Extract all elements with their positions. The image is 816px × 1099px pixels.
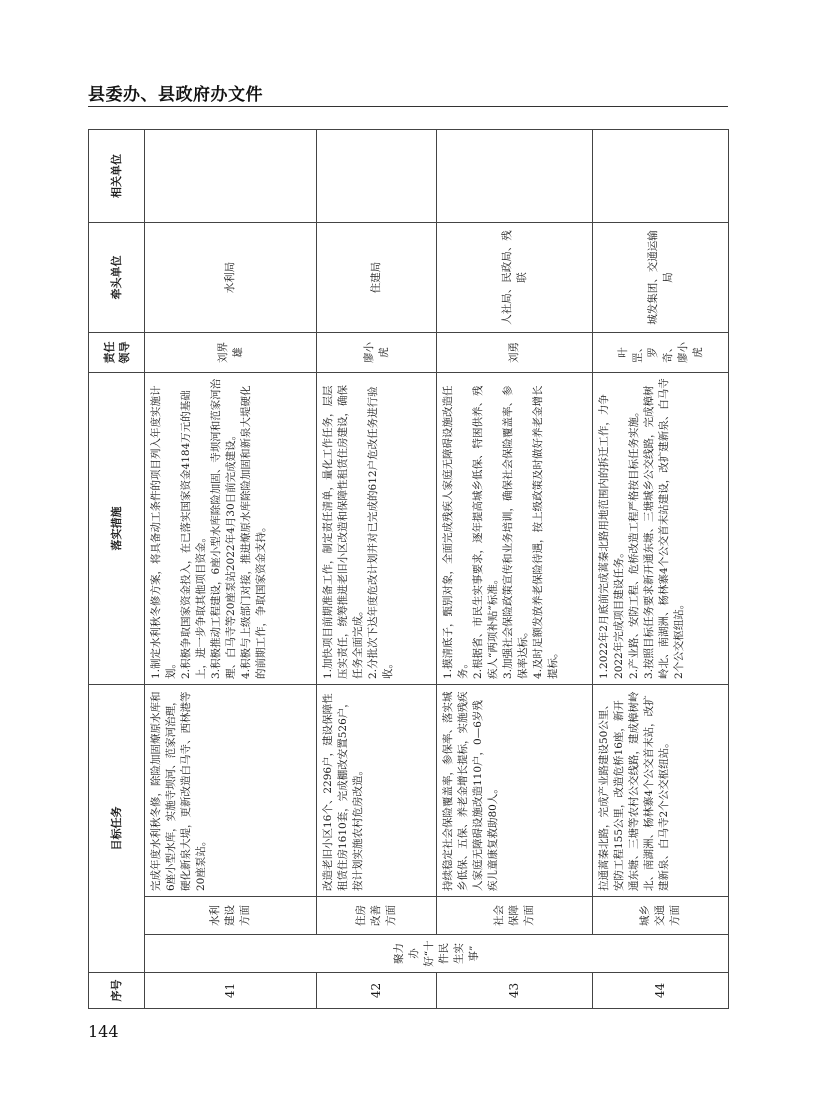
measure-item: 3.加强社会保险政策宣传和业务培训，确保社会保险覆盖率、参保率达标。: [502, 385, 529, 679]
row-leader: 刘勇: [437, 332, 593, 372]
row-subcategory: 城乡交通方面: [593, 897, 729, 935]
measure-item: 2.根据省、市民生实事要求，逐年提高城乡低保、特困供养、残疾人“两项补贴”标准。: [472, 385, 499, 679]
row-related: [593, 129, 729, 222]
header-measures: 落实措施: [89, 372, 145, 684]
row-lead-unit: 住建局: [317, 222, 437, 332]
measure-item: 3.按照目标任务要求新开通东塘、三塘城乡公交线路，完成樟树岭北、南湖洲、杨林寨4个公交首末站建设，改扩建新泉、白马寺2个公交枢纽站。: [643, 378, 685, 679]
row-measures: [593, 372, 729, 684]
row-target: 改造老旧小区16个、2296户，建设保障性租赁住房1610套，完成棚改安置526户，按计划实施农村危房改造。: [317, 684, 437, 896]
page-number: 144: [88, 1022, 119, 1041]
row-seq: 41: [145, 973, 317, 1009]
row-subcategory: 水利建设方面: [145, 897, 317, 935]
row-lead-unit: 城发集团、交通运输局: [593, 222, 729, 332]
row-lead-unit: 水利局: [145, 222, 317, 332]
header-divider: [88, 106, 728, 107]
table-header-row: [89, 129, 145, 1008]
row-measures: [437, 372, 593, 684]
measure-item: 1.加快项目前期准备工作，制定责任清单，量化工作任务，层层压实责任，统筹推进老旧小区改造和保障性租赁住房建设，确保任务全面完成。: [322, 384, 364, 679]
measure-item: 2.产业路、安防工程、危桥改造工程严格按目标任务实施。: [628, 406, 640, 679]
row-subcategory: 社会保障方面: [437, 897, 593, 935]
header-target: 目标任务: [89, 684, 145, 972]
row-target: 完成年度水利秋冬修，除险加固燎原水库和6座小型水库，实施寺坝河、范家河治理，硬化新泉大堤，更新改造白马寺、西林港等20座泵站。: [145, 684, 317, 896]
table-row: [145, 129, 317, 1008]
measure-item: 1.摸清底子，甄别对象，全面完成残疾人家庭无障碍设施改造任务。: [442, 385, 469, 679]
measure-item: 4.及时足额发放养老保险待遇，按上级政策及时做好养老金增长提标。: [532, 385, 559, 679]
row-related: [317, 129, 437, 222]
row-lead-unit: 人社局、民政局、残联: [437, 222, 593, 332]
table-row: [437, 129, 593, 1008]
header-related: 相关单位: [89, 129, 145, 222]
header-seq: 序号: [89, 973, 145, 1009]
task-table: [88, 129, 729, 1009]
row-measures: [145, 372, 317, 684]
header-leader: 责任领导: [89, 332, 145, 372]
row-seq: 42: [317, 973, 437, 1009]
row-seq: 43: [437, 973, 593, 1009]
document-header: 县委办、县政府办文件: [88, 85, 263, 105]
row-leader: 廖小虎: [317, 332, 437, 372]
measure-item: 2.积极争取国家资金投入，在已落实国家资金4184万元的基础上，进一步争取其他项目资金。: [180, 390, 207, 679]
row-related: [145, 129, 317, 222]
row-seq: 44: [593, 973, 729, 1009]
measure-item: 4.积极与上级部门对接，推进燎原水库除险加固和新泉大堤硬化的前期工作，争取国家资金支持。: [240, 385, 267, 679]
row-target: 持续稳定社会保险覆盖率，参保率、落实城乡低保、五保、养老金增长提标，实施残疾人家庭无障碍设施改造110户，0—6岁残疾儿童康复救助80人。: [437, 684, 593, 896]
table-row: [593, 129, 729, 1008]
measure-item: 1.2022年2月底前完成蒿秦北路用地范围内的拆迁工作，力争2022年完成项目建设任务。: [598, 394, 625, 679]
row-measures: [317, 372, 437, 684]
measure-item: 3.积极推动工程建设，6座小型水库除险加固、寺坝河和范家河治理、白马寺等20座泵站2022年4月30日前完成建设。: [210, 378, 237, 679]
measure-item: 1.制定水利秋冬修方案，将具备动工条件的项目列入年度实施计划。: [150, 385, 177, 679]
rotated-table-container: [88, 130, 728, 1009]
category-cell: 聚力办好“十件民生实事”: [145, 935, 729, 973]
row-subcategory: 住房改善方面: [317, 897, 437, 935]
row-target: 拉通蒿秦北路，完成产业路建设50公里、安防工程155公里，改造危桥16座，新开通东塘、三塘等农村公交线路，建成樟树岭北、南湖洲、杨林寨4个公交首末站，改扩建新泉、白马寺2个公交枢纽站。: [593, 684, 729, 896]
measure-item: 2.分批次下达年度危改计划并对已完成的612户危改任务进行验收。: [367, 386, 394, 679]
header-lead-unit: 牵头单位: [89, 222, 145, 332]
row-related: [437, 129, 593, 222]
row-leader: 刘界雄: [145, 332, 317, 372]
table-row: [317, 129, 437, 1008]
row-leader: 叶罡、罗奇、廖小虎: [593, 332, 729, 372]
